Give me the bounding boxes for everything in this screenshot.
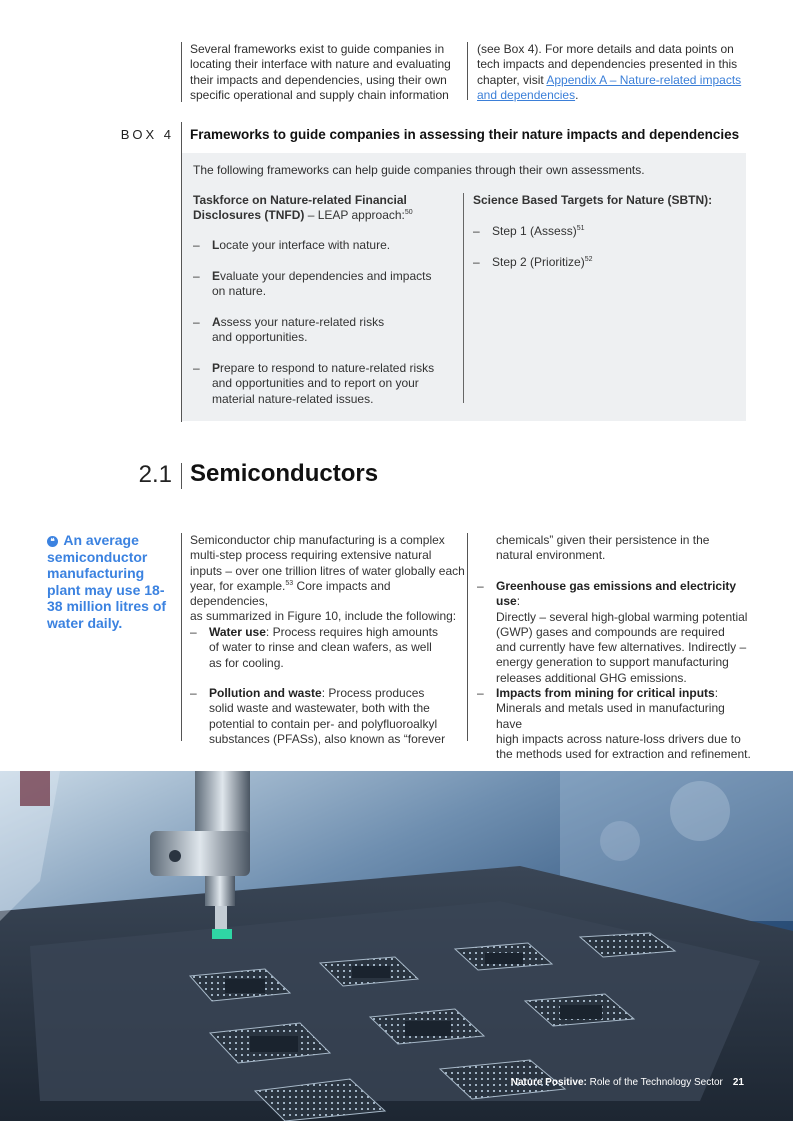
leap-text: valuate your dependencies and impacts xyxy=(220,269,432,283)
footnote-ref: 53 xyxy=(285,579,294,587)
footer-title-rest: Role of the Technology Sector xyxy=(586,1077,723,1088)
body-line: multi-step process requiring extensive natural xyxy=(190,548,432,563)
item-text: : xyxy=(516,594,521,609)
item-text: : Process requires high amounts xyxy=(265,625,438,639)
leap-text: ocate your interface with nature. xyxy=(219,238,391,252)
item-label: Pollution and waste xyxy=(209,686,322,700)
pull-quote-text: An average semiconductor manufacturing plant may use 18-38 million litres of water daily. xyxy=(47,532,167,631)
section-number: 2.1 xyxy=(138,461,172,488)
item-text: Minerals and metals used in manufacturing have xyxy=(496,701,725,731)
item-label: Water use xyxy=(209,625,266,639)
item-label: Impacts from mining for critical inputs xyxy=(496,686,715,700)
intro-right-suffix: . xyxy=(575,87,579,102)
dash: – xyxy=(193,238,200,252)
appendix-a-link[interactable]: Appendix A – Nature-related impacts and dependencies xyxy=(477,72,742,102)
dash: – xyxy=(473,255,480,269)
body-line: inputs – over one trillion litres of water globally each xyxy=(190,563,465,578)
leap-text: repare to respond to nature-related risks xyxy=(220,361,435,375)
page-footer xyxy=(511,1077,744,1088)
body-line: year, for example. xyxy=(190,578,286,593)
intro-right-paragraph xyxy=(477,42,745,103)
dash: – xyxy=(190,686,197,700)
item-text: substances (PFASs), also known as “forever xyxy=(209,731,446,746)
section-title: Semiconductors xyxy=(190,460,379,487)
item-text: : xyxy=(714,686,719,700)
sbtn-heading: Science Based Targets for Nature (SBTN): xyxy=(473,193,713,207)
body-line: chemicals” given their persistence in the xyxy=(496,533,710,547)
body-line: Core impacts and dependencies, xyxy=(190,578,391,609)
body-right-rule xyxy=(467,533,468,741)
item-text: the methods used for extraction and refinement. xyxy=(496,747,751,762)
dash: – xyxy=(190,625,197,639)
intro-right-rule xyxy=(467,42,468,100)
section-rule xyxy=(181,463,182,489)
leap-initial: E xyxy=(212,269,221,283)
sbtn-step-ref: 51 xyxy=(576,225,585,232)
tnfd-heading xyxy=(193,193,453,224)
body-line: Semiconductor chip manufacturing is a complex xyxy=(190,533,445,547)
leap-initial: A xyxy=(212,315,221,329)
body-line: natural environment. xyxy=(496,548,606,563)
tnfd-heading-ref: 50 xyxy=(404,209,413,217)
body-line: as summarized in Figure 10, include the following: xyxy=(190,609,457,624)
leap-initial: P xyxy=(212,361,221,375)
quote-icon: ❝ xyxy=(47,536,58,547)
dash: – xyxy=(193,315,200,329)
item-text: releases additional GHG emissions. xyxy=(496,670,687,685)
box-column-rule xyxy=(463,193,464,403)
dash: – xyxy=(473,224,480,238)
leap-text-2: and opportunities. xyxy=(212,330,308,345)
intro-left-rule xyxy=(181,42,182,102)
dash: – xyxy=(477,686,484,700)
box-intro: The following frameworks can help guide companies through their own assessments. xyxy=(193,163,645,177)
leap-text-3: material nature-related issues. xyxy=(212,391,374,406)
body-intro-paragraph xyxy=(190,533,465,625)
leap-text-2: and opportunities and to report on your xyxy=(212,376,419,391)
item-text: Directly – several high-global warming potential xyxy=(496,609,748,624)
pollution-continued xyxy=(496,533,746,564)
semiconductor-photo xyxy=(0,771,793,1121)
item-text: potential to contain per- and polyfluoroalkyl xyxy=(209,716,438,731)
item-text: and currently have few alternatives. Indirectly – xyxy=(496,640,747,655)
dash: – xyxy=(477,579,484,593)
intro-right-text: (see Box 4). For more details and data points on tech impacts and dependencies presented in this chapter, visit xyxy=(477,42,738,87)
sbtn-step-ref: 52 xyxy=(584,256,593,263)
item-text: high impacts across nature-loss drivers due to xyxy=(496,731,741,746)
sbtn-step-text: Step 2 (Prioritize) xyxy=(492,255,585,269)
tnfd-heading-rest: – LEAP approach: xyxy=(304,208,405,223)
page-number: 21 xyxy=(732,1077,744,1088)
item-text: solid waste and wastewater, both with the xyxy=(209,701,430,716)
leap-text-2: on nature. xyxy=(212,284,267,299)
dash: – xyxy=(193,361,200,375)
tnfd-heading-bold: Taskforce on Nature-related Financial Disclosures (TNFD) xyxy=(193,193,407,223)
item-text: energy generation to support manufacturing xyxy=(496,655,729,670)
item-text: of water to rinse and clean wafers, as well xyxy=(209,640,432,655)
item-text: as for cooling. xyxy=(209,655,284,670)
dash: – xyxy=(193,269,200,283)
item-text: : Process produces xyxy=(321,686,425,700)
leap-initial: L xyxy=(212,238,220,252)
sbtn-step-text: Step 1 (Assess) xyxy=(492,224,577,238)
body-left-rule xyxy=(181,533,182,741)
box-title: Frameworks to guide companies in assessing their nature impacts and dependencies xyxy=(190,127,740,142)
leap-text: ssess your nature-related risks xyxy=(220,315,385,329)
item-text: (GWP) gases and compounds are required xyxy=(496,624,725,639)
box-label: BOX 4 xyxy=(120,127,174,142)
intro-left-paragraph: Several frameworks exist to guide companies in locating their interface with nature and evaluating their impacts and dependencies, using their own specific operational and supply chain information xyxy=(190,42,451,102)
item-label: Greenhouse gas emissions and electricity use xyxy=(496,579,737,609)
pull-quote xyxy=(47,532,172,632)
footer-title-bold: Nature Positive: xyxy=(510,1077,587,1088)
